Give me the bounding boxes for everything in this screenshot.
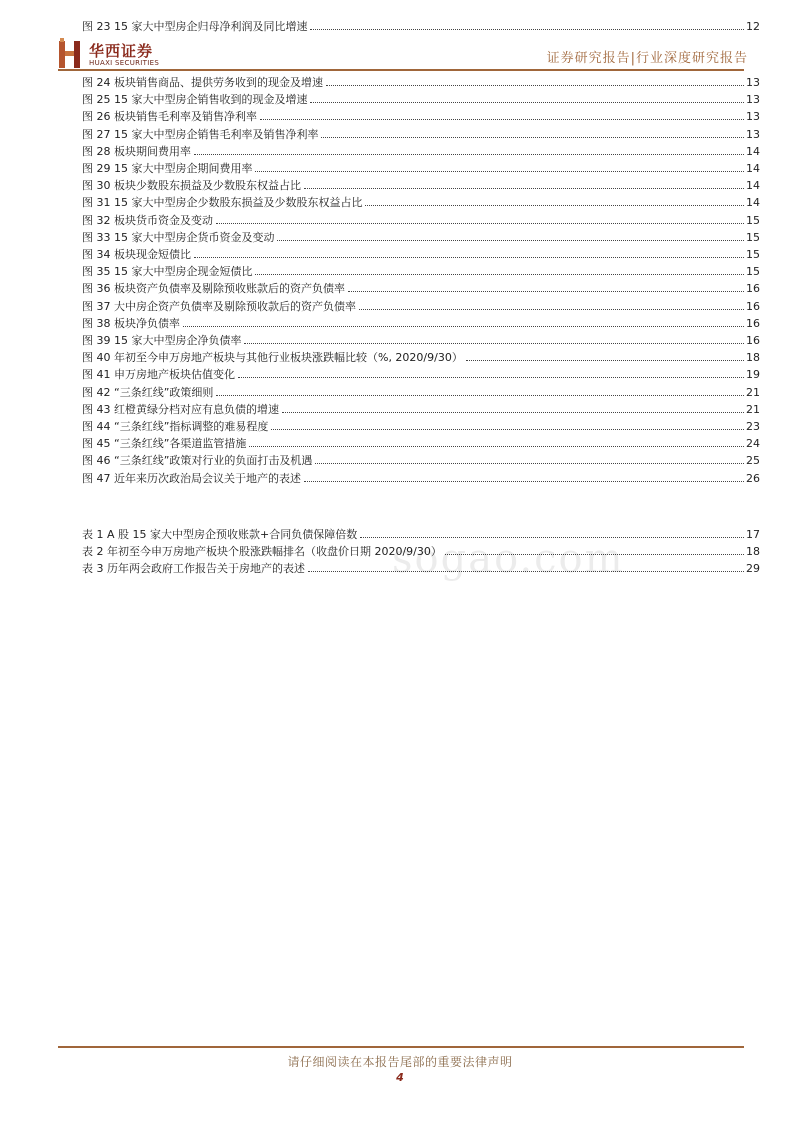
toc-entry-page: 13 — [746, 110, 760, 124]
toc-entry-page: 19 — [746, 368, 760, 382]
toc-entry-page: 15 — [746, 265, 760, 279]
figure-entry[interactable] — [82, 470, 760, 487]
toc-entry-label: 图 35 15 家大中型房企现金短债比 — [82, 265, 253, 279]
toc-entry-page: 23 — [746, 420, 760, 434]
toc-entry-label: 图 39 15 家大中型房企净负债率 — [82, 334, 242, 348]
toc-entry-label: 图 27 15 家大中型房企销售毛利率及销售净利率 — [82, 127, 319, 141]
toc-dot-leader — [260, 119, 744, 120]
toc-entry-page: 14 — [746, 144, 760, 158]
logo-chinese-name: 华西证券 — [89, 42, 154, 60]
toc-entry-label: 表 1 A 股 15 家大中型房企预收账款+合同负债保障倍数 — [82, 528, 358, 541]
toc-entry-label: 图 23 15 家大中型房企归母净利润及同比增速 — [82, 20, 308, 33]
toc-entry-label: 图 25 15 家大中型房企销售收到的现金及增速 — [82, 93, 308, 107]
toc-dot-leader — [359, 309, 744, 310]
toc-dot-leader — [315, 463, 744, 464]
toc-entry-page: 12 — [746, 20, 760, 33]
toc-dot-leader — [282, 412, 744, 413]
toc-entry-label: 图 46 “三条红线”政策对行业的负面打击及机遇 — [82, 454, 313, 468]
figure-entry[interactable] — [82, 194, 760, 211]
footer-divider — [58, 1046, 744, 1048]
toc-entry-label: 表 3 历年两会政府工作报告关于房地产的表述 — [82, 562, 305, 576]
toc-dot-leader — [255, 274, 744, 275]
figure-entry[interactable] — [82, 452, 760, 469]
toc-entry-label: 图 28 板块期间费用率 — [82, 144, 191, 158]
toc-dot-leader — [321, 137, 744, 138]
figure-entry[interactable] — [82, 108, 760, 125]
toc-entry-label: 图 45 “三条红线”各渠道监管措施 — [82, 437, 247, 451]
figure-entry[interactable] — [82, 177, 760, 194]
toc-dot-leader — [194, 257, 744, 258]
toc-entry-label: 图 40 年初至今申万房地产板块与其他行业板块涨跌幅比较（%, 2020/9/30） — [82, 351, 463, 365]
page-number: 4 — [396, 1071, 404, 1084]
report-type-label: 证券研究报告|行业深度研究报告 — [546, 51, 748, 66]
figure-entry[interactable] — [82, 384, 760, 401]
figure-entry[interactable] — [82, 212, 760, 229]
toc-entry-page: 16 — [746, 299, 760, 313]
toc-dot-leader — [249, 446, 744, 447]
toc-entry-page: 13 — [746, 127, 760, 141]
figure-entry[interactable] — [82, 246, 760, 263]
toc-dot-leader — [194, 154, 744, 155]
toc-dot-leader — [348, 291, 744, 292]
logo-english-name: HUAXI SECURITIES — [89, 59, 160, 67]
toc-entry-label: 图 36 板块资产负债率及剔除预收账款后的资产负债率 — [82, 282, 345, 296]
huaxi-logo-icon — [58, 38, 84, 70]
toc-entry-page: 16 — [746, 316, 760, 330]
figure-entry[interactable] — [82, 332, 760, 349]
figure-entry[interactable] — [82, 263, 760, 280]
toc-entry-page: 25 — [746, 454, 760, 468]
toc-entry-label: 图 34 板块现金短债比 — [82, 248, 191, 262]
toc-entry-label: 图 29 15 家大中型房企期间费用率 — [82, 162, 253, 176]
toc-dot-leader — [216, 223, 744, 224]
toc-entry-label: 图 26 板块销售毛利率及销售净利率 — [82, 110, 257, 124]
toc-entry-page: 24 — [746, 437, 760, 451]
toc-dot-leader — [277, 240, 744, 241]
toc-dot-leader — [183, 326, 744, 327]
legal-disclaimer: 请仔细阅读在本报告尾部的重要法律声明 — [287, 1055, 513, 1069]
toc-entry-page: 13 — [746, 93, 760, 107]
toc-entry-page: 18 — [746, 545, 760, 559]
toc-entry-page: 15 — [746, 213, 760, 227]
figure-entry[interactable] — [82, 160, 760, 177]
toc-dot-leader — [238, 377, 744, 378]
toc-entry-label: 图 41 申万房地产板块估值变化 — [82, 368, 235, 382]
toc-entry-page: 15 — [746, 230, 760, 244]
toc-entry-label: 图 44 “三条红线”指标调整的难易程度 — [82, 420, 269, 434]
toc-dot-leader — [244, 343, 744, 344]
figure-entry[interactable] — [82, 298, 760, 315]
toc-entry-page: 15 — [746, 248, 760, 262]
toc-entry-label: 图 38 板块净负债率 — [82, 316, 180, 330]
toc-entry-label: 图 24 板块销售商品、提供劳务收到的现金及增速 — [82, 76, 323, 89]
toc-entry-label: 图 31 15 家大中型房企少数股东损益及少数股东权益占比 — [82, 196, 363, 210]
toc-entry-label: 图 37 大中房企资产负债率及剔除预收款后的资产负债率 — [82, 299, 356, 313]
toc-entry-page: 16 — [746, 334, 760, 348]
toc-entry-page: 14 — [746, 162, 760, 176]
toc-entry-fig23[interactable] — [82, 18, 760, 38]
toc-entry-page: 13 — [746, 76, 760, 89]
toc-dot-leader — [310, 29, 744, 30]
toc-entry-page: 21 — [746, 402, 760, 416]
figure-entry[interactable] — [82, 401, 760, 418]
toc-dot-leader — [365, 205, 744, 206]
toc-entry-label: 图 30 板块少数股东损益及少数股东权益占比 — [82, 179, 301, 193]
watermark: sogao.com — [392, 536, 625, 582]
company-logo — [58, 38, 178, 72]
toc-entry-page: 18 — [746, 351, 760, 365]
toc-dot-leader — [304, 481, 744, 482]
toc-entry-label: 图 47 近年来历次政治局会议关于地产的表述 — [82, 471, 301, 485]
toc-dot-leader — [326, 85, 744, 86]
toc-entry-page: 21 — [746, 385, 760, 399]
toc-entry-page: 17 — [746, 528, 760, 541]
toc-entry-label: 表 2 年初至今申万房地产板块个股涨跌幅排名（收盘价日期 2020/9/30） — [82, 545, 442, 559]
header-divider — [58, 69, 744, 71]
figure-entry[interactable] — [82, 349, 760, 366]
toc-entry-page: 26 — [746, 471, 760, 485]
figure-entry[interactable] — [82, 126, 760, 143]
toc-entry-page: 14 — [746, 179, 760, 193]
toc-entry-label: 图 43 红橙黄绿分档对应有息负债的增速 — [82, 402, 279, 416]
toc-entry-page: 29 — [746, 562, 760, 576]
figure-entry[interactable] — [82, 366, 760, 383]
figure-entry[interactable] — [82, 315, 760, 332]
toc-dot-leader — [310, 102, 744, 103]
toc-entry-page: 14 — [746, 196, 760, 210]
toc-dot-leader — [304, 188, 744, 189]
toc-entry-label: 图 32 板块货币资金及变动 — [82, 213, 213, 227]
toc-entry-label: 图 42 “三条红线”政策细则 — [82, 385, 214, 399]
figure-entry[interactable] — [82, 435, 760, 452]
figure-entry[interactable] — [82, 280, 760, 297]
figure-list — [82, 74, 760, 487]
figure-entry[interactable] — [82, 74, 760, 91]
toc-entry-label: 图 33 15 家大中型房企货币资金及变动 — [82, 230, 275, 244]
figure-entry[interactable] — [82, 229, 760, 246]
toc-dot-leader — [271, 429, 744, 430]
figure-entry[interactable] — [82, 143, 760, 160]
toc-entry-page: 16 — [746, 282, 760, 296]
figure-entry[interactable] — [82, 418, 760, 435]
toc-dot-leader — [216, 395, 744, 396]
figure-entry[interactable] — [82, 91, 760, 108]
toc-dot-leader — [255, 171, 744, 172]
toc-dot-leader — [466, 360, 744, 361]
